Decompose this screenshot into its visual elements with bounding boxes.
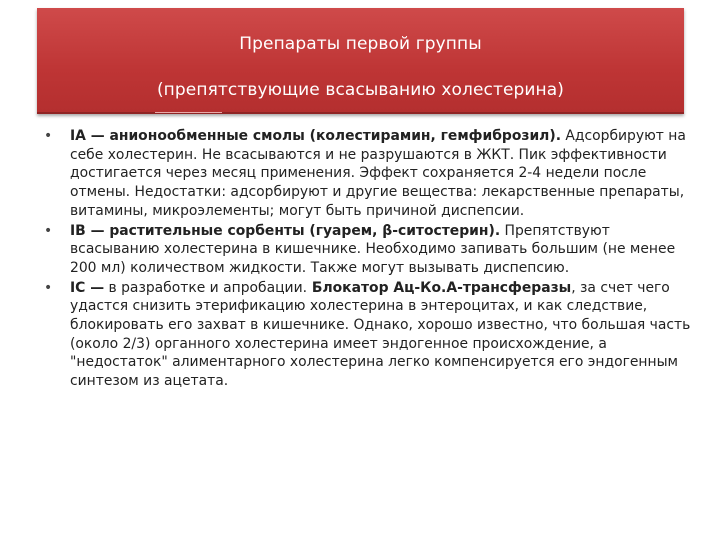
bullet-item-ib [44,222,694,278]
bullet-text-ia: Адсорбируют на себе холестерин. Не всасываются и не разрушаются в ЖКТ. Пик эффективности достигается через месяц применения. Эффект сохраняется 2-4 недели после отмены. Недостатки: адсорбируют и другие вещества: лекарственные препараты, витамины, микроэлементы; могут быть причиной диспепсии. [70,128,686,219]
bullet-text-ib: Препятствуют всасыванию холестерина в кишечнике. Необходимо запивать большим (не менее 200 мл) количеством жидкости. Также могут вызывать диспепсию. [70,222,676,276]
slide-content [44,127,694,391]
bullet-item-ia [44,127,694,221]
title-decorative-line [155,112,222,113]
slide-title: Препараты первой группы [239,34,482,54]
bullet-text-ic-continued: , за счет чего удастся снизить этерификацию холестерина в энтероцитах, и как следствие, блокировать его захват в кишечнике. Однако, хорошо известно, что большая часть (около 2/3) органного холестерина имеет эндогенное происхождение, а "недостаток" алиментарного холестерина легко компенсируется его эндогенным синтезом из ацетата. [70,279,691,390]
bullet-emphasis-ic: Блокатор Ац-Ко.А-трансферазы [307,279,572,296]
bullet-marker: • [44,128,53,144]
bullet-heading-ia: IA — анионообменные смолы (колестирамин, гемфиброзил). [70,128,561,144]
bullet-text-ic: в разработке и апробации. [104,279,308,296]
bullet-heading-ib: IB — растительные сорбенты (гуарем, β-ситостерин). [70,222,501,239]
bullet-marker: • [44,222,53,239]
bullet-marker: • [44,279,53,296]
bullet-heading-ic: IC — [70,279,105,296]
slide-subtitle: (препятствующие всасыванию холестерина) [156,80,565,100]
bullet-item-ic [44,279,694,391]
slide-title-bar [37,8,684,114]
